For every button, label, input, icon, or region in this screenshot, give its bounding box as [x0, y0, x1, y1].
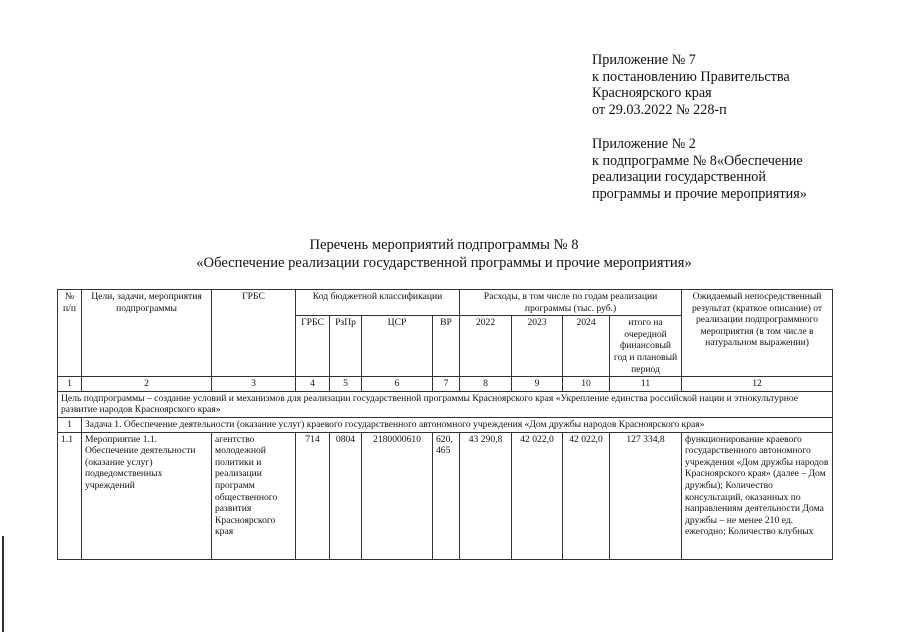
column-number: 5 — [330, 377, 362, 392]
column-number-row — [58, 377, 833, 392]
column-number: 7 — [433, 377, 460, 392]
column-number: 8 — [460, 377, 512, 392]
header-sub-grbs: ГРБС — [296, 316, 330, 377]
row-2024: 42 022,0 — [563, 432, 610, 559]
row-grbs-code: 714 — [296, 432, 330, 559]
row-total: 127 334,8 — [610, 432, 682, 559]
header-year-2022: 2022 — [460, 316, 512, 377]
measures-table — [57, 289, 833, 560]
header-result: Ожидаемый непосредственный результат (краткое описание) от реализации подпрограммного мероприятия (в том числе в натуральном выражении) — [682, 290, 833, 377]
appendix-7-line: от 29.03.2022 № 228-п — [592, 101, 727, 118]
column-number: 1 — [58, 377, 82, 392]
appendix-7-line: Красноярского края — [592, 85, 712, 102]
header-num: № п/п — [58, 290, 82, 377]
column-number: 10 — [563, 377, 610, 392]
appendix-2-line: к подпрограмме № 8«Обеспечение — [592, 152, 803, 169]
column-number: 4 — [296, 377, 330, 392]
appendix-7-block — [592, 52, 882, 118]
appendix-2-block — [592, 136, 882, 202]
header-year-2024: 2024 — [563, 316, 610, 377]
appendix-7-line: Приложение № 7 — [592, 52, 696, 68]
document-title-line: «Обеспечение реализации государственной программы и прочие мероприятия» — [196, 254, 692, 271]
row-csr: 2180000610 — [362, 432, 433, 559]
row-grbs-name: агентство молодежной политики и реализации программ общественного развития Красноярского края — [212, 432, 296, 559]
header-sub-rzpr: РзПр — [330, 316, 362, 377]
column-number: 6 — [362, 377, 433, 392]
row-num: 1.1 — [58, 432, 82, 559]
column-number: 11 — [610, 377, 682, 392]
column-number: 12 — [682, 377, 833, 392]
row-vr: 620, 465 — [433, 432, 460, 559]
document-title — [60, 237, 828, 272]
table-row — [58, 432, 833, 559]
header-expenses: Расходы, в том числе по годам реализации программы (тыс. руб.) — [460, 290, 682, 316]
appendix-7-line: к постановлению Правительства — [592, 68, 790, 85]
header-year-2023: 2023 — [512, 316, 563, 377]
header-total: итого на очередной финансовый год и плановый период — [610, 316, 682, 377]
row-measure-name: Мероприятие 1.1. Обеспечение деятельности (оказание услуг) подведомственных учреждений — [82, 432, 212, 559]
header-goals: Цели, задачи, мероприятия подпрограммы — [82, 290, 212, 377]
appendix-2-line: Приложение № 2 — [592, 136, 696, 152]
task-num: 1 — [58, 417, 82, 432]
document-title-line: Перечень мероприятий подпрограммы № 8 — [309, 237, 579, 253]
header-grbs: ГРБС — [212, 290, 296, 377]
header-budget-code: Код бюджетной классификации — [296, 290, 460, 316]
row-rzpr: 0804 — [330, 432, 362, 559]
row-2023: 42 022,0 — [512, 432, 563, 559]
goal-text: Цель подпрограммы – создание условий и механизмов для реализации государственной программы Красноярского края «Укрепление единства российской нации и этнокультурное развитие народов Красноярского края» — [58, 391, 833, 417]
appendix-2-line: реализации государственной — [592, 169, 766, 186]
row-2022: 43 290,8 — [460, 432, 512, 559]
task-row — [58, 417, 833, 432]
header-row — [58, 290, 833, 316]
appendix-2-line: программы и прочие мероприятия» — [592, 185, 807, 202]
column-number: 2 — [82, 377, 212, 392]
row-result: функционирование краевого государственного автономного учреждения «Дом дружбы народов Красноярского края» (далее – Дом дружбы); Количество консультаций, оказанных по направлениям деятельности Дома дружбы – не менее 210 ед. ежегодно; Количество клубных — [682, 432, 833, 559]
goal-row — [58, 391, 833, 417]
column-number: 9 — [512, 377, 563, 392]
column-number: 3 — [212, 377, 296, 392]
header-sub-vr: ВР — [433, 316, 460, 377]
header-sub-csr: ЦСР — [362, 316, 433, 377]
task-text: Задача 1. Обеспечение деятельности (оказание услуг) краевого государственного автономного учреждения «Дом дружбы народов Красноярского края» — [82, 417, 833, 432]
scan-edge-mark — [2, 536, 4, 632]
